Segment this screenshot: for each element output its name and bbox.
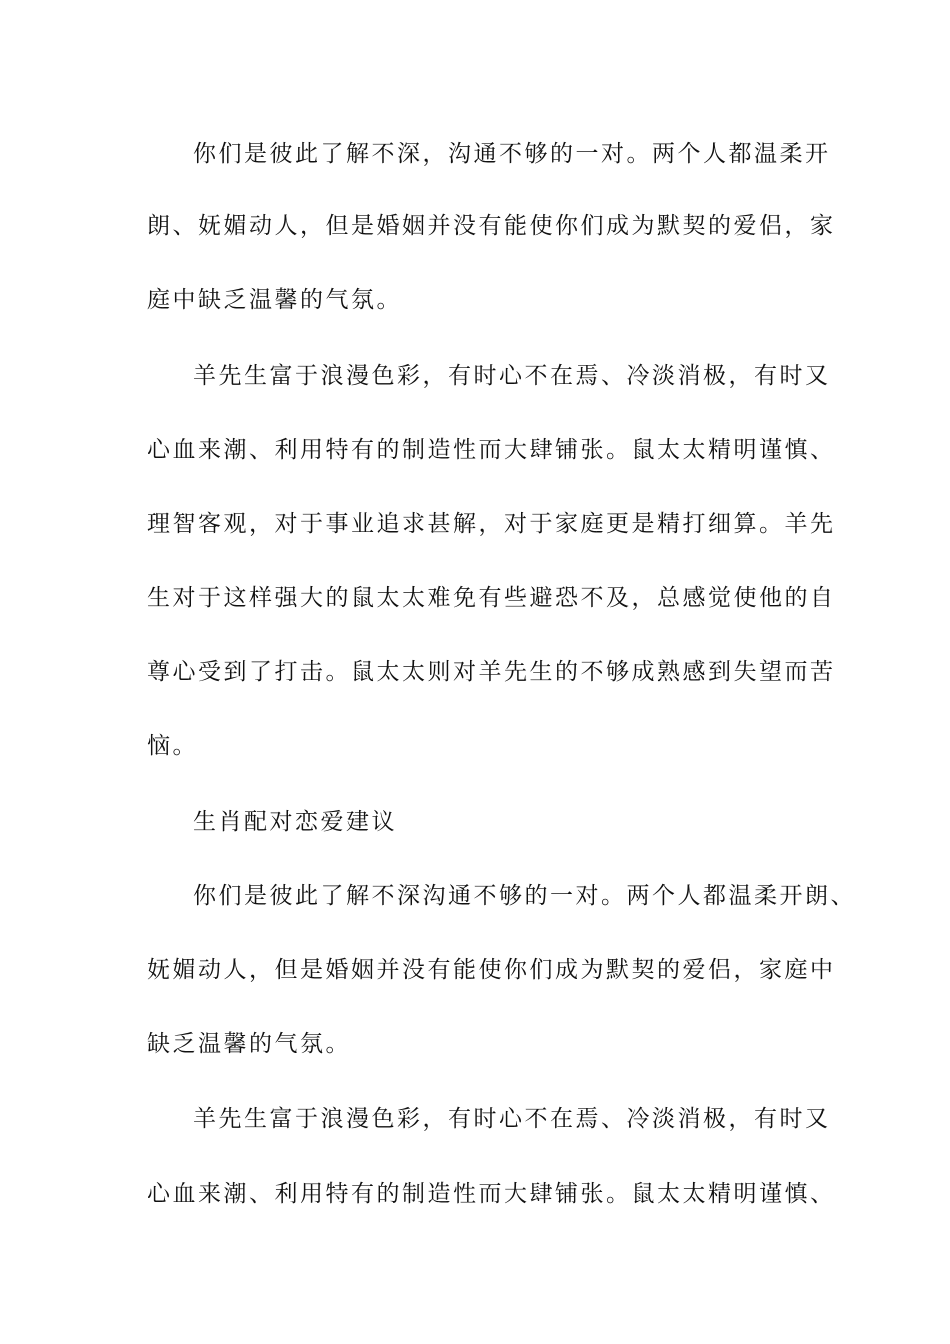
paragraph-1-line-1: 你们是彼此了解不深，沟通不够的一对。两个人都温柔开	[193, 141, 831, 167]
paragraph-3-line-3: 缺乏温馨的气氛。	[147, 1031, 351, 1057]
section-heading: 生肖配对恋爱建议	[193, 809, 397, 835]
paragraph-2-line-2: 心血来潮、利用特有的制造性而大肆铺张。鼠太太精明谨慎、	[147, 437, 836, 463]
paragraph-1-line-2: 朗、妩媚动人，但是婚姻并没有能使你们成为默契的爱侣，家	[147, 213, 836, 239]
paragraph-4-line-1: 羊先生富于浪漫色彩，有时心不在焉、冷淡消极，有时又	[193, 1106, 831, 1132]
paragraph-2-line-3: 理智客观，对于事业追求甚解，对于家庭更是精打细算。羊先	[147, 511, 836, 537]
paragraph-2-line-1: 羊先生富于浪漫色彩，有时心不在焉、冷淡消极，有时又	[193, 363, 831, 389]
paragraph-2-line-6: 恼。	[147, 733, 198, 759]
paragraph-3-line-2: 妩媚动人，但是婚姻并没有能使你们成为默契的爱侣，家庭中	[147, 957, 836, 983]
paragraph-2-line-5: 尊心受到了打击。鼠太太则对羊先生的不够成熟感到失望而苦	[147, 659, 836, 685]
paragraph-3-line-1: 你们是彼此了解不深沟通不够的一对。两个人都温柔开朗、	[193, 883, 856, 909]
paragraph-1-line-3: 庭中缺乏温馨的气氛。	[147, 287, 402, 313]
paragraph-4-line-2: 心血来潮、利用特有的制造性而大肆铺张。鼠太太精明谨慎、	[147, 1181, 836, 1207]
paragraph-2-line-4: 生对于这样强大的鼠太太难免有些避恐不及，总感觉使他的自	[147, 585, 836, 611]
